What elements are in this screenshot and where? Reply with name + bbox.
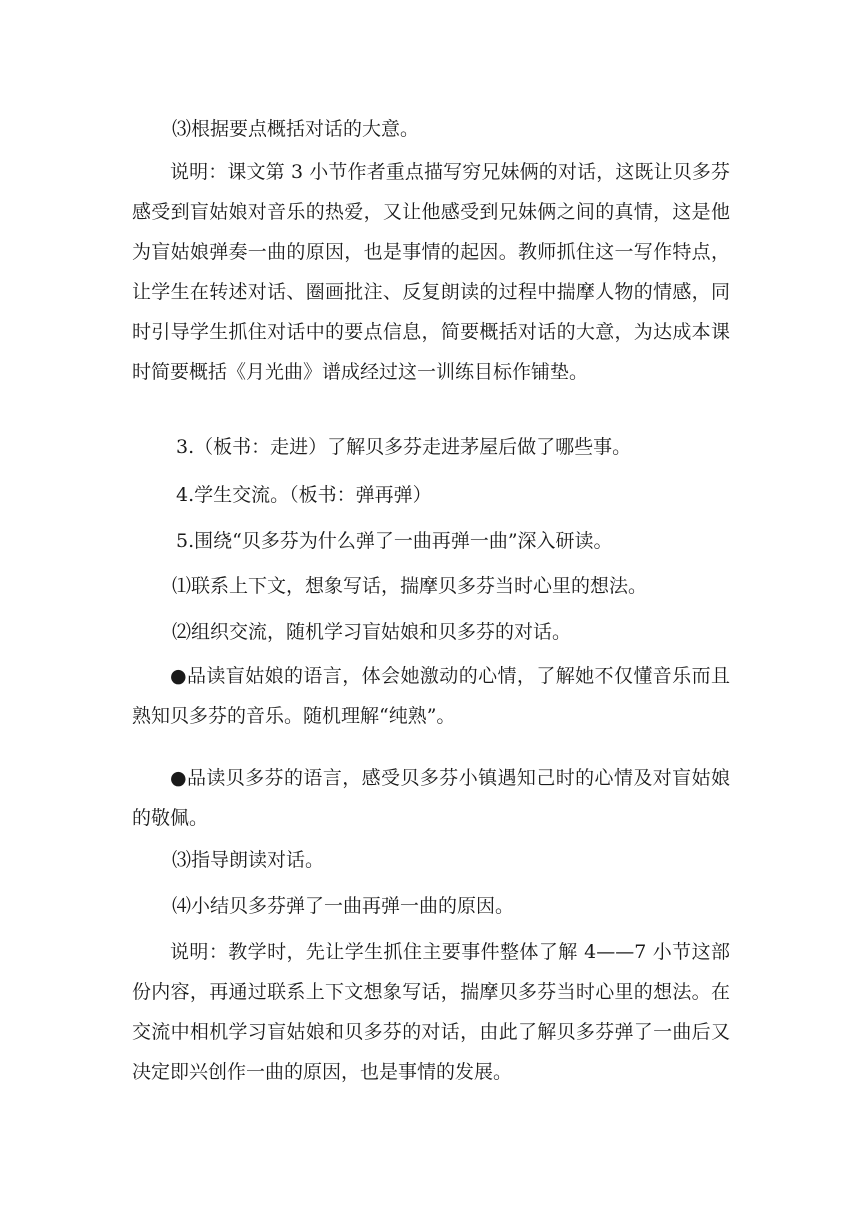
bullet-beethoven-language: ●品读贝多芬的语言，感受贝多芬小镇遇知己时的心情及对盲姑娘的敬佩。: [132, 767, 730, 829]
paragraph-summarize-dialogue: ⑶根据要点概括对话的大意。: [172, 118, 420, 140]
paragraph-explanation-2: 说明：教学时，先让学生抓住主要事件整体了解 4——7 小节这部份内容，再通过联系上下文想象写话，揣摩贝多芬当时心里的想法。在交流中相机学习盲姑娘和贝多芬的对话，由此了解贝多芬弹了一曲后又决定即兴创作一曲的原因，也是事情的发展。: [132, 941, 730, 1083]
paragraph-substep-3: ⑶指导朗读对话。: [172, 849, 325, 871]
paragraph-substep-4: ⑷小结贝多芬弹了一曲再弹一曲的原因。: [172, 895, 515, 917]
paragraph-substep-2: ⑵组织交流，随机学习盲姑娘和贝多芬的对话。: [172, 621, 572, 643]
paragraph-step-3: 3.（板书：走进）了解贝多芬走进茅屋后做了哪些事。: [176, 436, 632, 458]
bullet-blind-girl-language: ●品读盲姑娘的语言，体会她激动的心情，了解她不仅懂音乐而且熟知贝多芬的音乐。随机理解“纯熟”。: [132, 665, 730, 727]
paragraph-step-4: 4.学生交流。（板书：弹再弹）: [176, 484, 432, 506]
paragraph-step-5: 5.围绕“贝多芬为什么弹了一曲再弹一曲”深入研读。: [176, 530, 613, 552]
paragraph-substep-1: ⑴联系上下文，想象写话，揣摩贝多芬当时心里的想法。: [172, 575, 648, 597]
paragraph-explanation-1: 说明：课文第 3 小节作者重点描写穷兄妹俩的对话，这既让贝多芬感受到盲姑娘对音乐的热爱，又让他感受到兄妹俩之间的真情，这是他为盲姑娘弹奏一曲的原因，也是事情的起因。教师抓住这一写作特点，让学生在转述对话、圈画批注、反复朗读的过程中揣摩人物的情感，同时引导学生抓住对话中的要点信息，简要概括对话的大意，为达成本课时简要概括《月光曲》谱成经过这一训练目标作铺垫。: [132, 161, 730, 383]
